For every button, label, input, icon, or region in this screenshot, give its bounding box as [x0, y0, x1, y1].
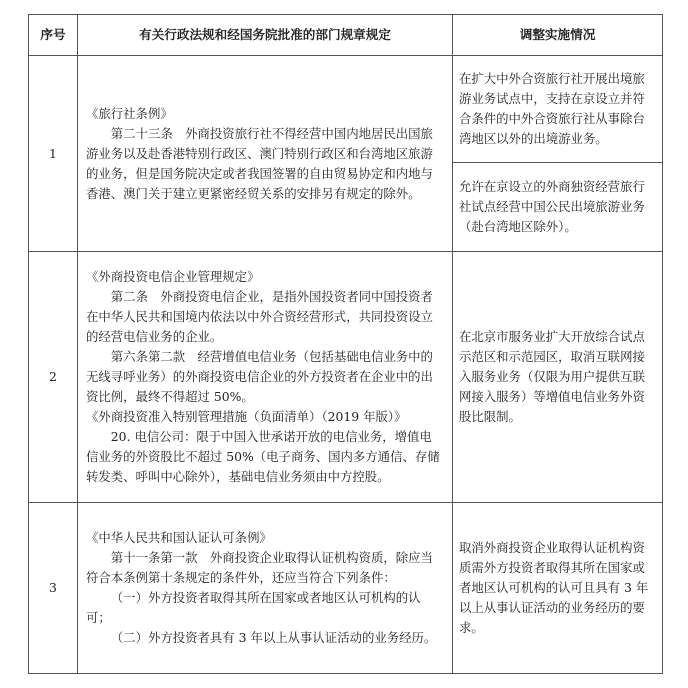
law-title: 《旅行社条例》 — [86, 105, 173, 121]
row-number: 3 — [29, 503, 78, 674]
table-row — [29, 56, 663, 163]
law-clause: 第二十三条 外商投资旅行社不得经营中国内地居民出国旅游业务以及赴香港特别行政区、澳门特别行政区和台湾地区旅游的业务，但是国务院决定或者我国签署的自由贸易协定和内地与香港、澳门关于建立更紧密经贸关系的安排另有规定的除外。 — [86, 125, 433, 201]
law-cell — [78, 56, 453, 252]
law-title: 《中华人民共和国认证认可条例》 — [86, 530, 272, 545]
table-row — [29, 503, 663, 674]
header-adjust: 调整实施情况 — [453, 15, 663, 56]
adjust-text: 在北京市服务业扩大开放综合试点示范区和示范园区，取消互联网接入服务业务（仅限为用户提供互联网接入服务）等增值电信业务外资股比限制。 — [459, 329, 645, 424]
adjust-cell — [453, 163, 663, 252]
law-clause: 第六条第二款 经营增值电信业务（包括基础电信业务中的无线寻呼业务）的外商投资电信企业的外方投资者在企业中的出资比例，最终不得超过 50%。 — [86, 349, 433, 404]
law-item: （二）外方投资者具有 3 年以上从事认证活动的业务经历。 — [110, 630, 437, 645]
law-item: （一）外方投资者取得其所在国家或者地区认可机构的认可； — [86, 590, 421, 625]
law-clause: 第二条 外商投资电信企业，是指外国投资者同中国投资者在中华人民共和国境内依法以中外合资经营形式，共同投资设立的经营电信业务的企业。 — [86, 289, 433, 344]
adjust-cell — [453, 503, 663, 674]
adjust-cell — [453, 252, 663, 503]
law-clause: 第十一条第一款 外商投资企业取得认证机构资质，除应当符合本条例第十条规定的条件外，还应当符合下列条件： — [86, 550, 433, 585]
adjust-cell — [453, 56, 663, 163]
law-clause: 20. 电信公司：限于中国入世承诺开放的电信业务，增值电信业务的外资股比不超过 50%（电子商务、国内多方通信、存储转发类、呼叫中心除外），基础电信业务须由中方控股。 — [86, 429, 440, 484]
table-row — [29, 252, 663, 503]
law-title: 《外商投资电信企业管理规定》 — [86, 269, 260, 284]
adjust-text: 允许在京设立的外商独资经营旅行社试点经营中国公民出境旅游业务（赴台湾地区除外）。 — [459, 179, 645, 234]
adjust-text: 在扩大中外合资旅行社开展出境旅游业务试点中，支持在京设立并符合条件的中外合资旅行社从事除台湾地区以外的出境游业务。 — [459, 71, 645, 146]
row-number: 1 — [29, 56, 78, 252]
law-title: 《外商投资准入特别管理措施（负面清单）（2019 年版）》 — [86, 409, 407, 424]
law-cell — [78, 503, 453, 674]
header-no: 序号 — [29, 15, 78, 56]
adjust-text: 取消外商投资企业取得认证机构资质需外方投资者取得其所在国家或者地区认可机构的认可且具有 3 年以上从事认证活动的业务经历的要求。 — [459, 540, 649, 635]
table-header-row — [29, 15, 663, 56]
law-cell — [78, 252, 453, 503]
regulation-table — [28, 14, 663, 674]
header-law: 有关行政法规和经国务院批准的部门规章规定 — [78, 15, 453, 56]
row-number: 2 — [29, 252, 78, 503]
